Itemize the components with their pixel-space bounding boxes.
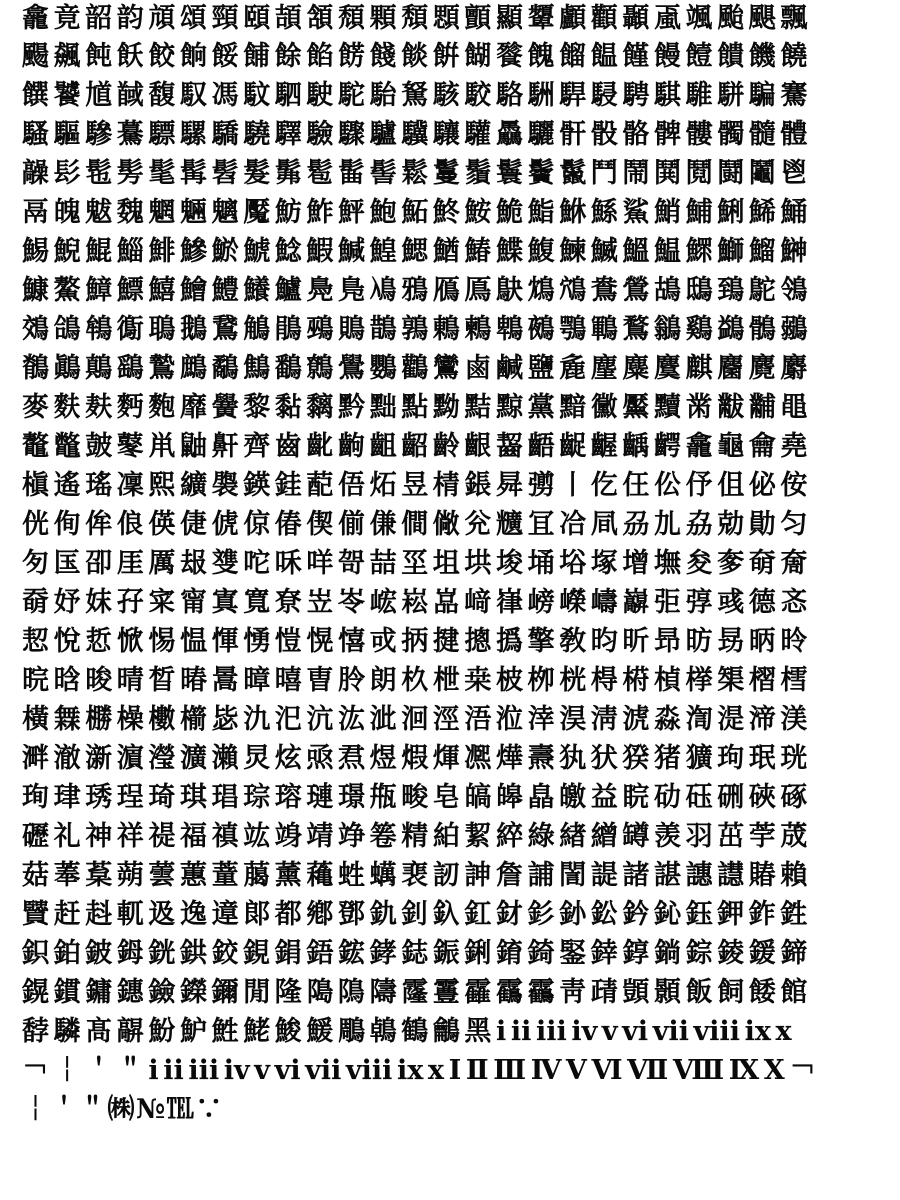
glyph-row: 鶺鷆鷏鷂鷙鷓鷸鷦鷭鷯鷽鸚鸛鸞鹵鹹鹽麁麈麋麌麒麕麑麝 (22, 353, 812, 384)
glyph-row: 鼇鼈皷鼕鼡鼬鼾齊齒齔齣齟齠齡齦齧齬齪齷齲齶龕龜龠堯 (22, 431, 812, 462)
glyph-row: 鉙鉑鈹鉧銧鉷鉸鋧鋗鋙鋐﨧鋕鋠鋓錥錡鋻﨨錞鋿錝錂鍰鍗 (22, 938, 812, 969)
glyph-row: 颺飆飩飫餃餉餒餔餘餡餝餞餤餠餬餮餽餾饂饉饅饐饋饑饒 (22, 41, 812, 72)
glyph-row: 饌饕馗馘馥馭馮馼駟駛駝駘駑駭駮駱駲駻駸騁騏騅駢騙騫 (22, 80, 812, 111)
glyph-row: 匇匤卲厓厲叝﨎咜咊咩哿喆坙坥垬埈埇﨏塚增墲夋奓奛奝 (22, 548, 812, 579)
glyph-row: 贒赶﨣軏﨤逸遧郞都鄕鄧釚釗釞釭釮釤釥鈆鈐鈊鈺鉀鈼鉎 (22, 899, 812, 930)
glyph-row: 鵁鴿鴾鵆鵈鵝鵞鵤鵑鵐鵙鵲鶉鶇鶫鵯鵺鶚鶤鶩鶲鷄鷁鶻鶸 (22, 314, 812, 345)
glyph-row: 橫橆橳橾櫢櫤毖氿汜沆汯泚洄涇浯涖涬淏淸淲淼渹湜渧渼 (22, 704, 812, 735)
glyph-row: 馞驎髙髜魵魲鮏鮱鮻鰀鵰鵫鶴鸙黑ⅰⅱⅲⅳⅴⅵⅶⅷⅸⅹ (22, 1016, 797, 1047)
glyph-row: 鯣鯢鯤鯔鯡鰺鯲鯱鯰鰕鰔鰉鰓鰌鰆鰈鰒鰊鰄鰮鰛鰥鰤鰡鰰 (22, 236, 812, 267)
glyph-row: 侊侚侔俍偀倢俿倞偆偰偂傔僴僘兊兤冝冾凬刕劜劦勀勛匀 (22, 509, 812, 540)
glyph-row: 騷驅驂驀驃騾驕驍驛驗驟驢驥驤驩驫驪骭骰骼髀髏髑髓體 (22, 119, 812, 150)
glyph-row: 溿澈澵濵瀅瀇瀨炅炫焏焄煜煆煇凞燁燾犱犾猤猪獷玽珉珖 (22, 743, 812, 774)
glyph-row: 菇菶葈蒴蕓蕙蕫﨟薰蘒﨡蠇裵訒訷詹誧誾諟諸諶譓譿賰賴 (22, 860, 812, 891)
glyph-row: 鱇鰲鱆鰾鱚鱠鱧鱶鱸鳧鳬鳰鴉鴈鳫鴃鴆鴪鴦鶯鴣鴟鵄鴕鴒 (22, 275, 812, 306)
glyph-row: ￢￤＇＂ⅰⅱⅲⅳⅴⅵⅶⅷⅸⅹⅠⅡⅢⅣⅤⅥⅦⅧⅨⅩ￢ (22, 1055, 821, 1086)
glyph-row: 礰礼神祥禔福禛竑竧靖竫箞精絈絜綷綠緖繒罇羡羽茁荢荿 (22, 821, 812, 852)
glyph-row: 髞髟髢髣髦髯髫髮髴髱髷髻鬆鬘鬚鬟鬢鬣鬥鬧鬨鬩鬪鬮鬯 (22, 158, 812, 189)
glyph-row: 龕竟韶韵頏頌頸頤頡頷頹顆頽顋顫顯顰顱顴顳颪颯颱颶飄 (22, 3, 812, 34)
glyph-row: 晥晗晙晴晳暙暠暲暿曺朎朗杦枻桒柀栁桄棏﨓楨﨔榘槢樰 (22, 665, 812, 696)
glyph-row: 珣珒琇珵琦琪琩琮瑢璉璟甁畯皂皜皞皛皦益睆劯砡硎硤硺 (22, 782, 812, 813)
glyph-row: ￤＇＂㈱№℡∵ (22, 1094, 224, 1125)
glyph-row: 槇遙瑤凜熙纊褜鍈銈蓜俉炻昱棈鋹曻彅丨仡仼伀伃伹佖侒 (22, 470, 812, 501)
glyph-row: 鬲魄魃魏魍魎魑魘魴鮓鮃鮑鮖鮗鮟鮠鮨鮴鯀鯊鮹鯆鯏鯑鯒 (22, 197, 812, 228)
glyph-row: 奣妤妺孖寀甯寘寬尞岦岺峵崧嵓﨑嵂嵭嶸嶹巐弡弴彧德忞 (22, 587, 812, 618)
glyph-row: 鎤鏆鏞鏸鐱鑅鑈閒隆﨩隝隯霳霻靃靍靏靑靕顗顥飯飼餧館 (22, 977, 812, 1008)
glyph-row: 麥麩麸麪麭靡黌黎黏黐黔黜點黝黠黥黨黯黴黶黷黹黻黼黽 (22, 392, 812, 423)
glyph-row: 恝悅悊惞惕愠惲愑愷愰憘戓抦揵摠撝擎敎昀昕昻昉昮昞昤 (22, 626, 812, 657)
